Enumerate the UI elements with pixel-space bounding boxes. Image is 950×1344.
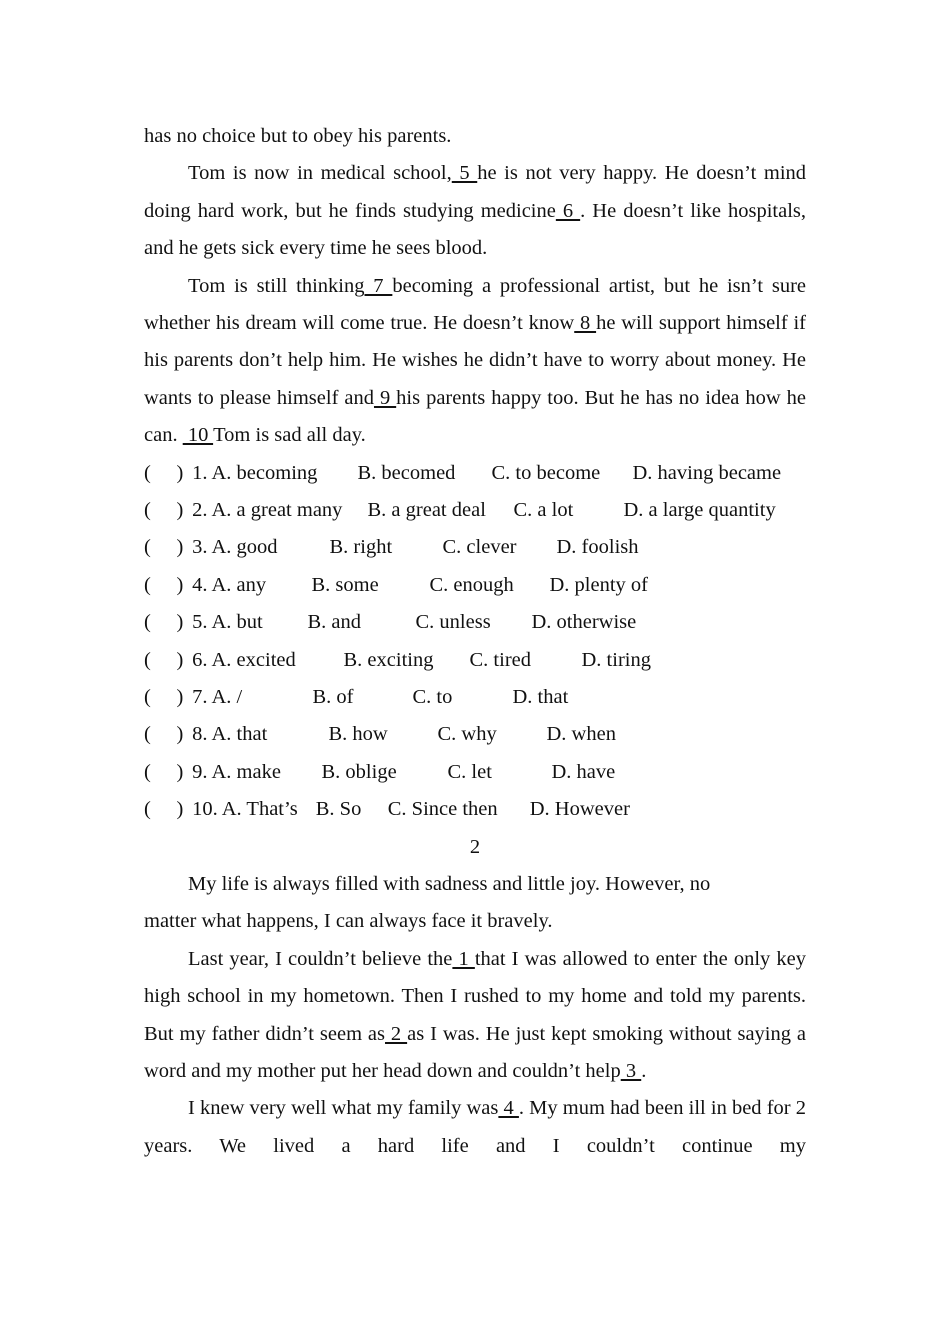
passage-text: . My mum had been ill in bed for 2 years. We lived a hard life and I couldn’t continue my xyxy=(144,1097,806,1157)
answer-bracket: ( ) xyxy=(144,798,184,821)
option-a: A. a great many xyxy=(207,499,343,522)
blank-8: 8 xyxy=(574,312,597,335)
passage-text: becoming a professional artist, but he isn’t sure whether his dream will come true. He doesn’t know xyxy=(144,274,806,335)
passage-text: Tom is now in medical school, xyxy=(188,162,452,185)
passage2-paragraph-3 xyxy=(144,1090,806,1165)
answer-bracket: ( ) xyxy=(144,686,184,708)
section-number: 2 xyxy=(469,835,481,858)
blank-5: 5 xyxy=(451,162,478,185)
question-number: 3. xyxy=(187,536,208,559)
blank-4: 4 xyxy=(498,1097,519,1120)
answer-bracket: ( ) xyxy=(144,648,184,671)
question-number: 1. xyxy=(187,461,208,484)
question-number: 6. xyxy=(187,648,208,671)
blank-1: 1 xyxy=(452,947,475,970)
document-page xyxy=(144,118,806,1165)
blank-9: 9 xyxy=(373,386,397,409)
option-b: B. oblige xyxy=(321,760,397,783)
option-row-6 xyxy=(144,642,806,679)
question-number: 9. xyxy=(187,760,208,783)
passage-text: Tom is still thinking xyxy=(188,274,365,297)
answer-bracket: ( ) xyxy=(144,611,184,634)
option-b: B. some xyxy=(311,573,379,596)
option-a: A. but xyxy=(207,611,263,634)
option-c: C. why xyxy=(437,723,497,746)
option-d: D. foolish xyxy=(556,536,639,559)
option-b: B. becomed xyxy=(357,461,456,484)
option-c: C. Since then xyxy=(387,798,498,821)
question-number: 5. xyxy=(187,611,208,634)
blank-3: 3 xyxy=(620,1060,642,1082)
passage-text: My life is always filled with sadness and little joy. However, no matter what happens, I can always face it bravely. xyxy=(144,872,711,933)
option-d: D. However xyxy=(529,798,630,821)
passage1-paragraph-1 xyxy=(144,155,806,267)
passage-text: . He doesn’t like hospitals, and he gets sick every time he sees blood. xyxy=(144,199,806,260)
option-d: D. a large quantity xyxy=(623,499,776,522)
passage-text: as I was. He just kept smoking without saying a word and my mother put her head down and couldn’t help xyxy=(144,1022,807,1082)
option-row-2 xyxy=(144,492,806,529)
option-a: A. That’s xyxy=(217,798,298,821)
answer-bracket: ( ) xyxy=(144,760,184,783)
answer-bracket: ( ) xyxy=(144,723,184,746)
option-a: A. good xyxy=(207,536,278,559)
option-b: B. a great deal xyxy=(367,499,486,522)
passage-text: . xyxy=(641,1060,647,1082)
option-d: D. that xyxy=(512,686,569,708)
passage2-paragraph-2 xyxy=(144,941,806,1091)
option-d: D. otherwise xyxy=(531,611,637,634)
option-row-7 xyxy=(144,679,806,716)
option-c: C. let xyxy=(447,760,492,783)
answer-bracket: ( ) xyxy=(144,573,184,596)
blank-10: 10 xyxy=(182,424,214,447)
option-a: A. make xyxy=(207,760,281,783)
option-d: D. when xyxy=(546,723,616,746)
question-number: 8. xyxy=(187,723,208,746)
option-b: B. exciting xyxy=(343,648,434,671)
passage-text: Last year, I couldn’t believe the xyxy=(188,947,453,970)
option-row-9 xyxy=(144,754,806,791)
passage-text: I knew very well what my family was xyxy=(188,1097,499,1120)
option-row-4 xyxy=(144,567,806,604)
option-row-10 xyxy=(144,791,806,828)
option-c: C. unless xyxy=(415,611,491,634)
option-c: C. a lot xyxy=(513,499,574,522)
option-a: A. / xyxy=(207,686,243,708)
passage-text: that I was allowed to enter the only key high school in my hometown. Then I rushed to my home and told my parents. But my father didn’t seem as xyxy=(144,947,806,1045)
option-d: D. plenty of xyxy=(549,573,648,596)
option-a: A. excited xyxy=(207,648,296,671)
passage-text: has no choice but to obey his parents. xyxy=(144,125,452,147)
option-c: C. clever xyxy=(442,536,517,559)
question-number: 10. xyxy=(187,798,218,821)
option-a: A. that xyxy=(207,723,268,746)
question-number: 4. xyxy=(187,573,208,596)
option-d: D. having became xyxy=(632,461,782,484)
option-row-1 xyxy=(144,455,806,492)
option-c: C. to xyxy=(412,686,453,708)
blank-7: 7 xyxy=(364,274,393,297)
passage-text: he will support himself if his parents don’t help him. He wishes he didn’t have to worry about money. He wants to please himself and xyxy=(144,312,807,409)
option-row-5 xyxy=(144,604,806,641)
passage2-paragraph-1 xyxy=(144,866,764,941)
answer-bracket: ( ) xyxy=(144,536,184,559)
passage-text: Tom is sad all day. xyxy=(213,424,366,447)
blank-2: 2 xyxy=(385,1022,408,1045)
option-row-3 xyxy=(144,529,806,566)
passage1-paragraph-2 xyxy=(144,268,806,455)
option-d: D. have xyxy=(551,760,616,783)
blank-6: 6 xyxy=(555,199,581,222)
question-number: 7. xyxy=(187,686,208,708)
passage1-continuation xyxy=(144,118,806,155)
question-number: 2. xyxy=(187,499,208,522)
option-c: C. tired xyxy=(469,648,531,671)
option-a: A. any xyxy=(207,573,267,596)
options-list xyxy=(144,455,806,829)
option-b: B. how xyxy=(328,723,388,746)
answer-bracket: ( ) xyxy=(144,499,184,522)
option-b: B. and xyxy=(307,611,362,634)
passage-text: he is not very happy. He doesn’t mind doing hard work, but he finds studying medicine xyxy=(144,162,807,222)
option-c: C. enough xyxy=(429,573,514,596)
answer-bracket: ( ) xyxy=(144,461,184,484)
option-b: B. of xyxy=(312,686,354,708)
passage-text: his parents happy too. But he has no idea how he can. xyxy=(144,386,807,447)
option-row-8 xyxy=(144,716,806,753)
option-d: D. tiring xyxy=(581,648,651,671)
option-b: B. right xyxy=(329,536,393,559)
option-a: A. becoming xyxy=(207,461,318,484)
option-c: C. to become xyxy=(491,461,601,484)
option-b: B. So xyxy=(315,798,362,821)
